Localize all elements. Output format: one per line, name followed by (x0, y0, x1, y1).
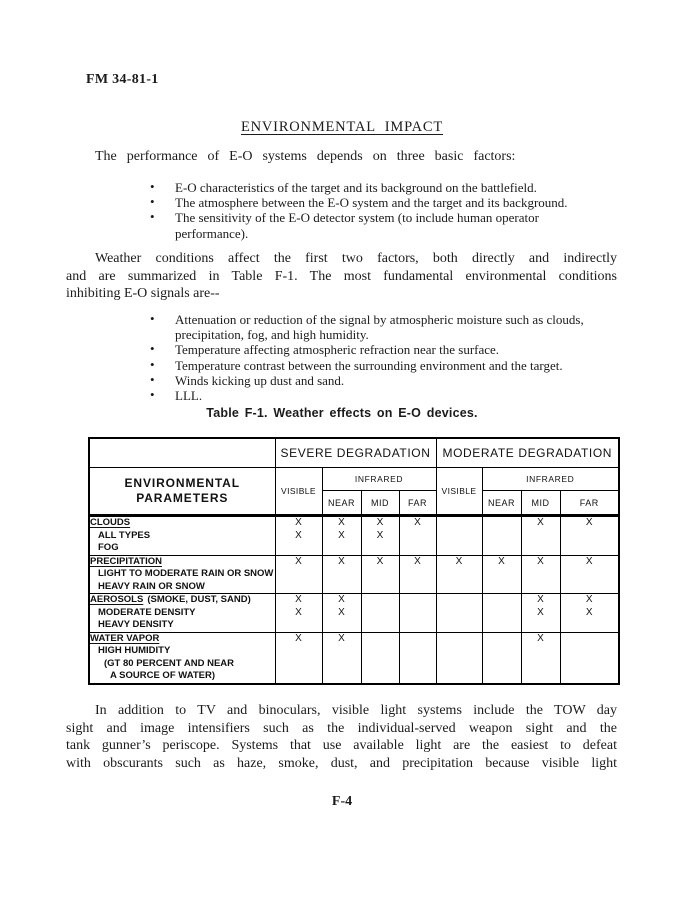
x-cell: X (560, 555, 619, 594)
x-cell: X X (560, 594, 619, 633)
band-header-mid-severe: MID (361, 491, 399, 516)
x-cell (399, 594, 436, 633)
param-item: (GT 80 PERCENT AND NEAR (104, 657, 235, 669)
x-cell: X (521, 632, 560, 684)
x-cell: X X (322, 516, 361, 556)
param-header-line: ENVIRONMENTAL (124, 476, 240, 490)
param-item: A SOURCE OF WATER) (110, 670, 216, 681)
band-header-far-moderate: FAR (560, 491, 619, 516)
infrared-header-moderate: INFRARED (482, 468, 619, 491)
bullet-icon: • (150, 311, 155, 326)
x-cell: X (399, 555, 436, 594)
bullet-item (66, 342, 618, 357)
paragraph-line: Weather conditions affect the first two factors, both directly and indirectly (95, 251, 617, 266)
x-cell (361, 632, 399, 684)
bullet-item (66, 388, 618, 403)
group-name: WATER VAPOR (90, 632, 160, 644)
group-name: AEROSOLS (90, 594, 144, 605)
x-cell: X X (275, 516, 322, 556)
group-suffix: (SMOKE, DUST, SAND) (147, 594, 251, 605)
bullet-text: performance). (175, 225, 249, 241)
bullet-item (66, 312, 618, 342)
x-cell: X (521, 516, 560, 556)
paragraph-line: tank gunner’s periscope. Systems that use available light are the easiest to defeat (66, 738, 617, 754)
band-header-far-severe: FAR (399, 491, 436, 516)
param-item: HEAVY DENSITY (98, 619, 174, 630)
bullet-item (66, 195, 618, 210)
table-caption: Table F-1. Weather effects on E-O devices. (206, 406, 478, 420)
bullet-icon: • (150, 371, 155, 387)
bullet-item (66, 210, 618, 240)
x-cell (482, 516, 521, 556)
x-cell: X (521, 555, 560, 594)
visible-header-moderate: VISIBLE (436, 468, 482, 516)
bullet-text: The atmosphere between the E-O system and the target and its background. (175, 195, 568, 211)
bullet-item (66, 180, 618, 195)
band-header-near-moderate: NEAR (482, 491, 521, 516)
table-row-aerosols (89, 594, 619, 633)
bullet-text: Winds kicking up dust and sand. (175, 372, 345, 388)
x-cell: X (361, 555, 399, 594)
x-cell (482, 632, 521, 684)
bullet-text: The sensitivity of the E-O detector system (to include human operator (175, 210, 539, 226)
x-cell (560, 632, 619, 684)
x-cell: X (275, 632, 322, 684)
infrared-header-severe: INFRARED (322, 468, 436, 491)
bullet-list-factors (66, 180, 618, 241)
bullet-list-conditions (66, 312, 618, 403)
page-number: F-4 (331, 794, 353, 809)
x-cell: X (322, 555, 361, 594)
paragraph-line: and are summarized in Table F-1. The most fundamental environmental conditions (66, 268, 617, 284)
environmental-parameters-header (89, 468, 275, 516)
paragraph-line: sight and image intensifiers such as the individual-served weapon sight and the (66, 720, 617, 736)
x-cell: X X (361, 516, 399, 556)
bullet-text: Temperature affecting atmospheric refraction near the surface. (175, 342, 500, 358)
x-cell (399, 632, 436, 684)
moderate-degradation-header: MODERATE DEGRADATION (436, 438, 619, 468)
band-header-mid-moderate: MID (521, 491, 560, 516)
param-cell (89, 632, 275, 684)
weather-effects-table (88, 437, 620, 685)
paragraph-closing (66, 702, 617, 772)
group-name: CLOUDS (90, 517, 131, 528)
page-title-wrap (66, 118, 618, 136)
x-cell: X X (521, 594, 560, 633)
x-cell: X (482, 555, 521, 594)
bullet-icon: • (150, 356, 155, 372)
bullet-icon: • (150, 179, 155, 194)
bullet-text: Temperature contrast between the surrounding environment and the target. (175, 357, 563, 373)
group-name: PRECIPITATION (90, 555, 162, 567)
param-item: MODERATE DENSITY (98, 606, 196, 618)
bullet-text: Attenuation or reduction of the signal by atmospheric moisture such as clouds, (175, 312, 584, 327)
param-item: ALL TYPES (98, 529, 151, 541)
bullet-text: precipitation, fog, and high humidity. (175, 327, 369, 343)
table-row-precipitation (89, 555, 619, 594)
table-subheader-row (89, 468, 619, 491)
x-cell (482, 594, 521, 633)
blank-header-cell (89, 438, 275, 468)
paragraph-line: with obscurants such as haze, smoke, dust, and precipitation because visible light (66, 755, 617, 771)
x-cell: X (560, 516, 619, 556)
x-cell: X (399, 516, 436, 556)
paragraph-intro (66, 148, 617, 166)
x-cell: X (275, 555, 322, 594)
x-cell (361, 594, 399, 633)
visible-header-severe: VISIBLE (275, 468, 322, 516)
bullet-icon: • (150, 387, 155, 403)
x-cell: X (322, 632, 361, 684)
param-cell (89, 516, 275, 556)
param-cell (89, 555, 275, 594)
param-item: HIGH HUMIDITY (98, 645, 171, 656)
paragraph-line: In addition to TV and binoculars, visible light systems include the TOW day (95, 703, 617, 718)
paragraph-line: inhibiting E-O signals are-- (66, 286, 220, 302)
param-item: HEAVY RAIN OR SNOW (98, 580, 205, 592)
x-cell: X (436, 555, 482, 594)
band-header-near-severe: NEAR (322, 491, 361, 516)
table-row-clouds (89, 516, 619, 556)
bullet-text: E-O characteristics of the target and its background on the battlefield. (175, 180, 537, 195)
bullet-icon: • (150, 209, 155, 225)
paragraph-weather (66, 250, 617, 303)
x-cell: X X (322, 594, 361, 633)
document-id: FM 34-81-1 (86, 72, 159, 87)
bullet-text: LLL. (175, 388, 203, 404)
bullet-icon: • (150, 341, 155, 357)
bullet-icon: • (150, 194, 155, 210)
table-row-water-vapor (89, 632, 619, 684)
param-cell (89, 594, 275, 633)
page-title: ENVIRONMENTAL IMPACT (240, 119, 444, 135)
param-item: FOG (98, 542, 119, 553)
param-header-line: PARAMETERS (136, 491, 229, 505)
table-section-header-row (89, 438, 619, 468)
x-cell (436, 594, 482, 633)
x-cell (436, 516, 482, 556)
severe-degradation-header: SEVERE DEGRADATION (275, 438, 436, 468)
bullet-item (66, 358, 618, 373)
param-item: LIGHT TO MODERATE RAIN OR SNOW (98, 568, 274, 579)
paragraph-line: The performance of E-O systems depends on three basic factors: (95, 149, 516, 164)
x-cell: X X (275, 594, 322, 633)
x-cell (436, 632, 482, 684)
bullet-item (66, 373, 618, 388)
